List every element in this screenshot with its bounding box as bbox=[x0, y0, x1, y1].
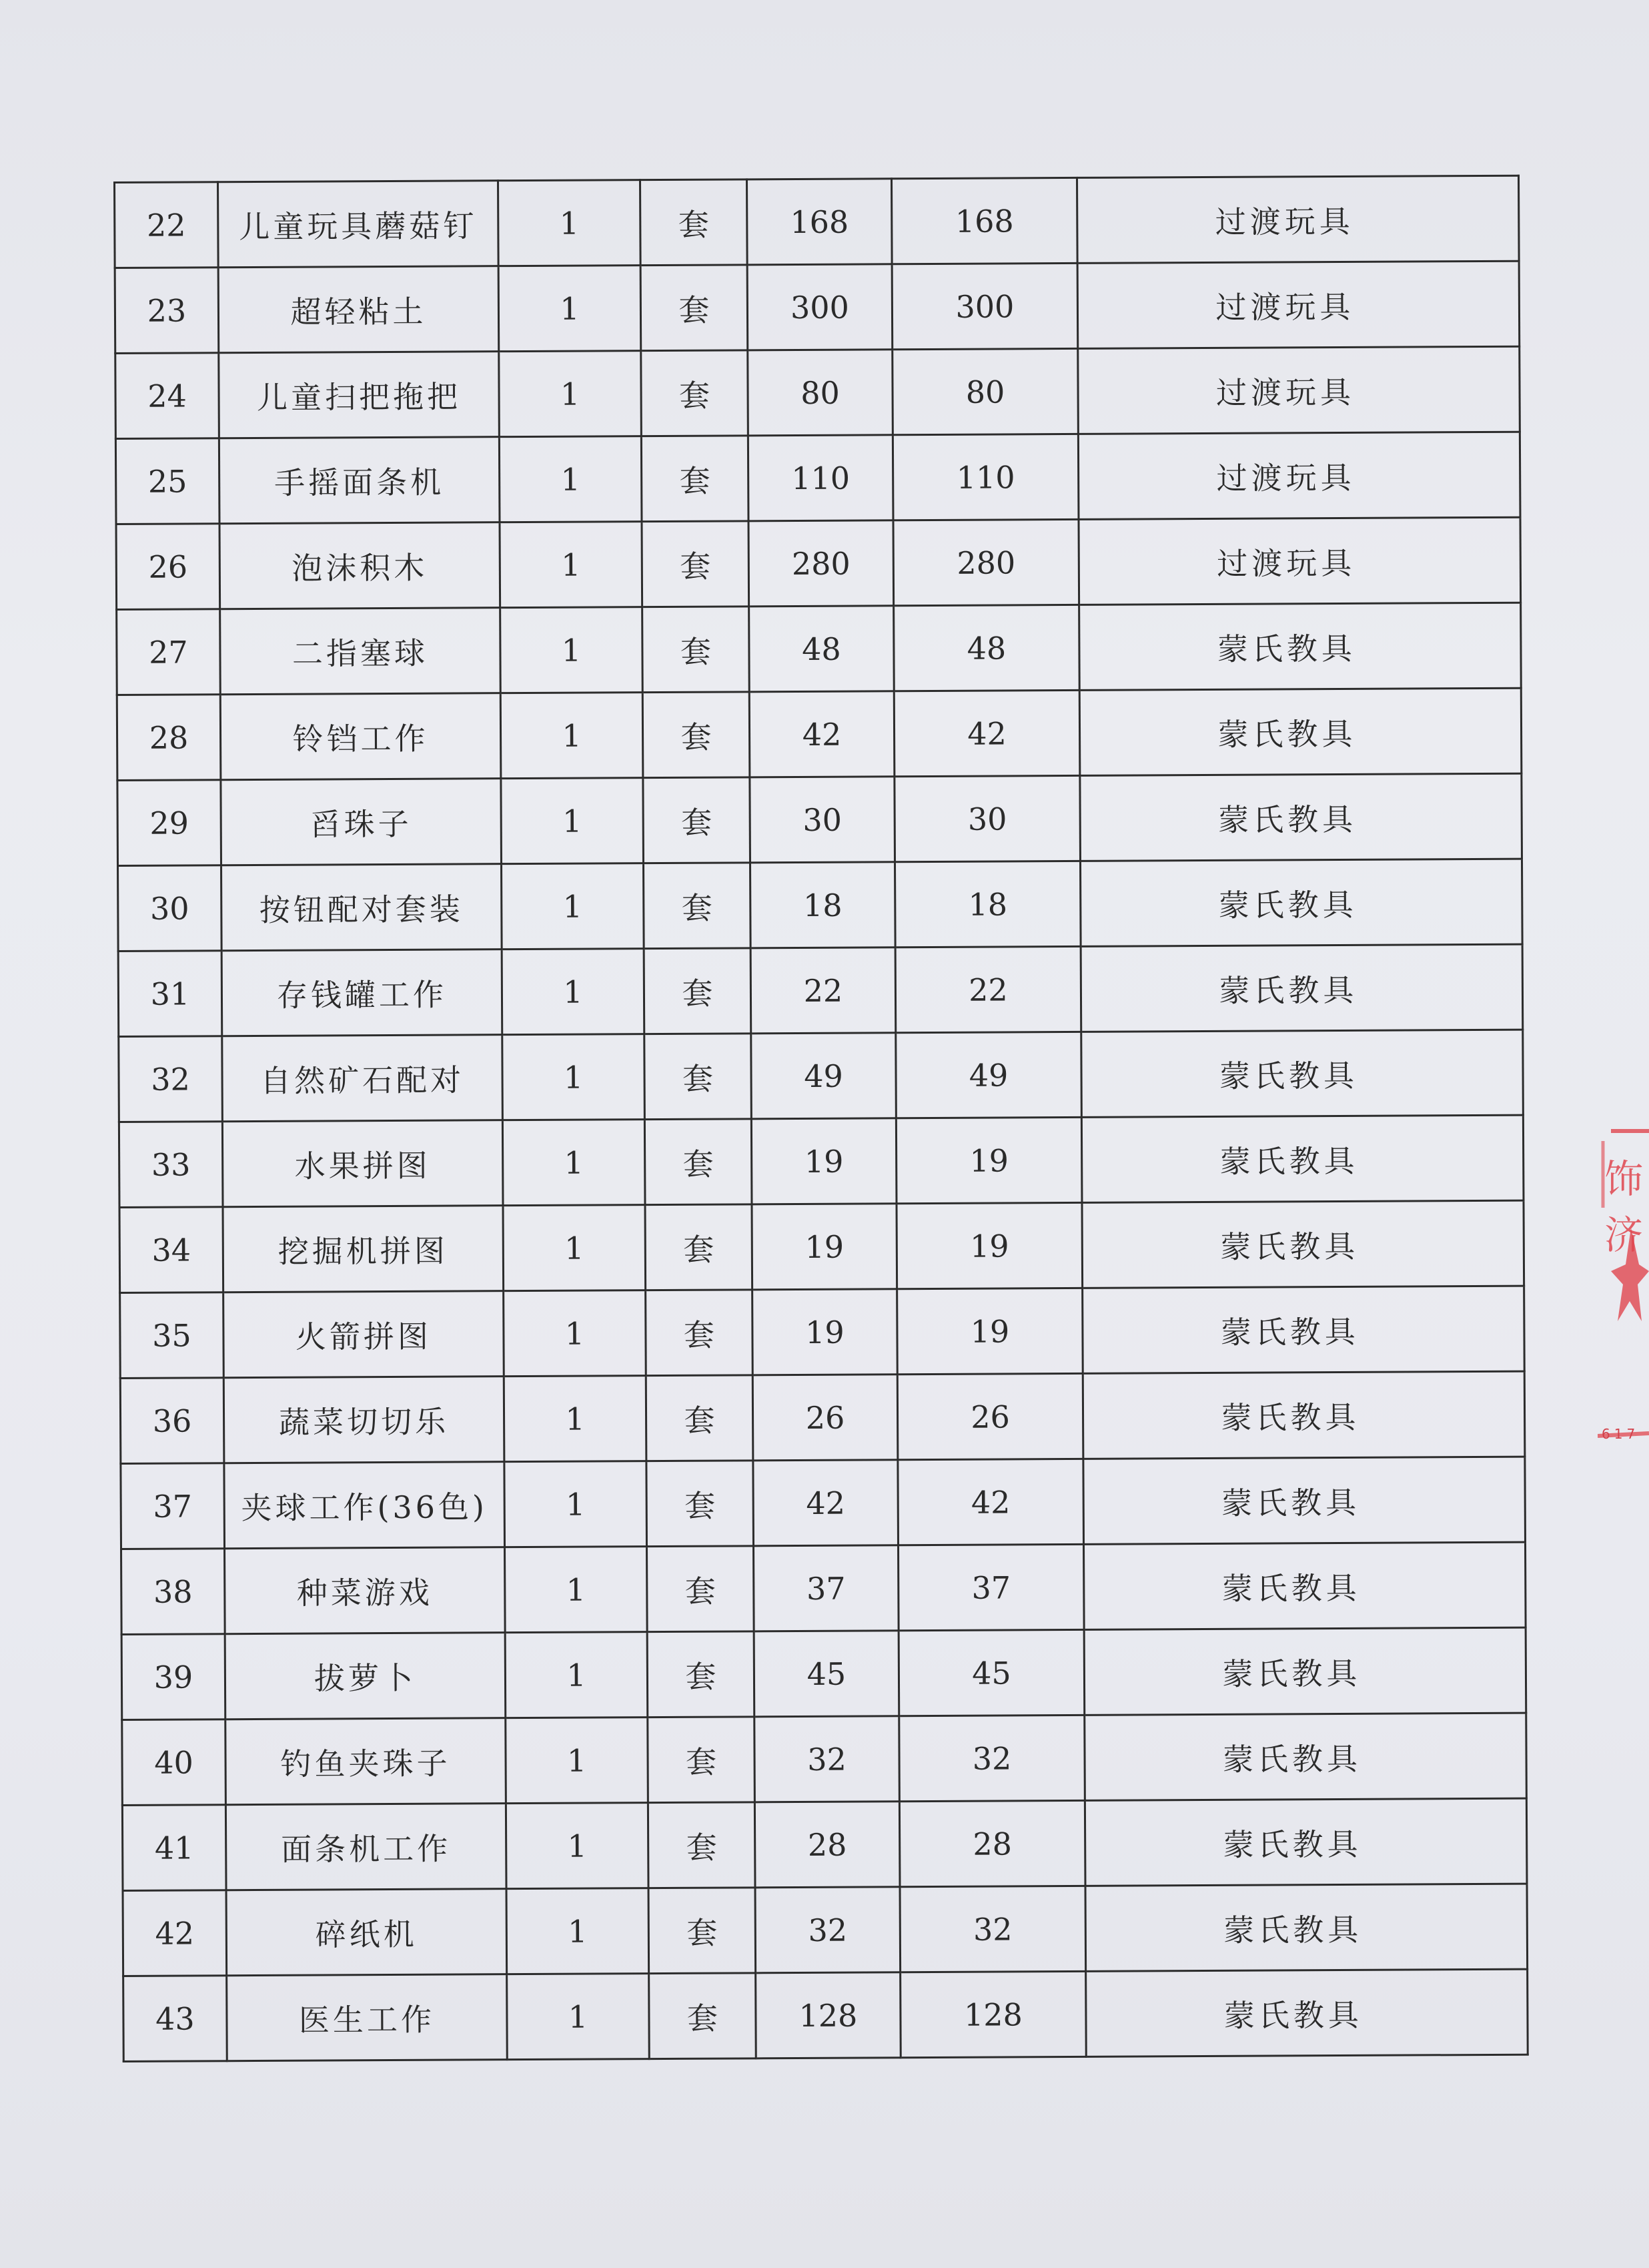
unit-price-cell: 22 bbox=[750, 948, 896, 1034]
unit-price-cell: 37 bbox=[754, 1545, 899, 1631]
category-cell: 蒙氏教具 bbox=[1083, 1371, 1525, 1459]
item-name-cell: 夹球工作(36色) bbox=[224, 1462, 505, 1549]
total-price-cell: 300 bbox=[892, 263, 1078, 349]
table-row bbox=[121, 1457, 1526, 1549]
unit-price-cell: 168 bbox=[746, 179, 892, 265]
unit-cell: 套 bbox=[642, 692, 750, 778]
category-cell: 蒙氏教具 bbox=[1080, 859, 1522, 946]
unit-price-cell: 32 bbox=[754, 1716, 900, 1802]
table-row bbox=[116, 517, 1521, 609]
category-cell: 过渡玩具 bbox=[1078, 432, 1520, 519]
row-number-cell: 40 bbox=[122, 1720, 226, 1806]
total-price-cell: 37 bbox=[899, 1544, 1085, 1630]
unit-cell: 套 bbox=[644, 948, 751, 1034]
table-row bbox=[123, 1969, 1528, 2061]
quantity-cell: 1 bbox=[499, 351, 642, 437]
category-cell: 蒙氏教具 bbox=[1081, 944, 1523, 1032]
category-cell: 蒙氏教具 bbox=[1086, 1969, 1528, 2056]
category-cell: 蒙氏教具 bbox=[1083, 1457, 1526, 1544]
quantity-cell: 1 bbox=[502, 949, 644, 1035]
table-row bbox=[121, 1542, 1526, 1634]
row-number-cell: 42 bbox=[123, 1890, 227, 1976]
unit-price-cell: 128 bbox=[756, 1972, 901, 2058]
unit-price-cell: 48 bbox=[749, 606, 895, 692]
row-number-cell: 34 bbox=[119, 1207, 223, 1293]
item-name-cell: 二指塞球 bbox=[220, 608, 501, 695]
quantity-cell: 1 bbox=[506, 1888, 649, 1974]
category-cell: 蒙氏教具 bbox=[1083, 1286, 1525, 1373]
category-cell: 蒙氏教具 bbox=[1084, 1627, 1526, 1715]
table-row bbox=[122, 1798, 1527, 1890]
table-row bbox=[115, 346, 1520, 438]
total-price-cell: 49 bbox=[896, 1032, 1082, 1118]
quantity-cell: 1 bbox=[500, 522, 642, 608]
total-price-cell: 30 bbox=[895, 775, 1081, 861]
table-row bbox=[121, 1627, 1526, 1720]
row-number-cell: 23 bbox=[115, 268, 219, 354]
table-row bbox=[119, 1030, 1524, 1122]
quantity-cell: 1 bbox=[507, 1974, 650, 2060]
row-number-cell: 30 bbox=[118, 865, 222, 952]
total-price-cell: 32 bbox=[899, 1715, 1085, 1801]
row-number-cell: 37 bbox=[121, 1463, 225, 1549]
item-name-cell: 儿童扫把拖把 bbox=[219, 352, 500, 438]
category-cell: 过渡玩具 bbox=[1078, 346, 1520, 434]
unit-price-cell: 26 bbox=[752, 1375, 898, 1461]
total-price-cell: 18 bbox=[895, 861, 1081, 947]
table-row bbox=[115, 432, 1520, 524]
table-row bbox=[118, 944, 1523, 1036]
total-price-cell: 128 bbox=[901, 1971, 1087, 2057]
row-number-cell: 26 bbox=[116, 524, 220, 610]
quantity-cell: 1 bbox=[502, 1034, 645, 1120]
item-name-cell: 超轻粘土 bbox=[218, 266, 499, 353]
unit-cell: 套 bbox=[648, 1717, 755, 1803]
unit-cell: 套 bbox=[647, 1631, 754, 1718]
category-cell: 蒙氏教具 bbox=[1083, 1542, 1526, 1629]
quantity-cell: 1 bbox=[500, 607, 643, 693]
red-seal-fragment bbox=[1598, 1128, 1649, 1461]
quantity-cell: 1 bbox=[504, 1290, 646, 1377]
table-row bbox=[123, 1884, 1528, 1976]
item-name-cell: 面条机工作 bbox=[225, 1804, 506, 1890]
unit-cell: 套 bbox=[645, 1204, 752, 1290]
seal-text: 饰济 bbox=[1604, 1156, 1641, 1258]
table-row bbox=[119, 1200, 1524, 1292]
item-name-cell: 医生工作 bbox=[227, 1974, 508, 2061]
row-number-cell: 32 bbox=[119, 1036, 223, 1122]
item-name-cell: 碎纸机 bbox=[226, 1889, 507, 1976]
unit-cell: 套 bbox=[646, 1461, 754, 1547]
total-price-cell: 19 bbox=[896, 1117, 1082, 1203]
unit-price-cell: 19 bbox=[751, 1118, 897, 1204]
unit-price-cell: 42 bbox=[749, 691, 895, 777]
unit-price-cell: 280 bbox=[748, 520, 894, 607]
total-price-cell: 168 bbox=[891, 177, 1077, 264]
row-number-cell: 27 bbox=[117, 609, 221, 695]
unit-price-cell: 49 bbox=[751, 1033, 897, 1119]
category-cell: 蒙氏教具 bbox=[1080, 773, 1522, 861]
row-number-cell: 31 bbox=[118, 951, 222, 1037]
row-number-cell: 29 bbox=[117, 780, 221, 866]
unit-cell: 套 bbox=[644, 1119, 752, 1205]
unit-price-cell: 42 bbox=[753, 1460, 899, 1546]
total-price-cell: 80 bbox=[893, 348, 1079, 434]
quantity-cell: 1 bbox=[499, 436, 642, 522]
category-cell: 蒙氏教具 bbox=[1081, 1030, 1524, 1117]
quantity-cell: 1 bbox=[505, 1547, 648, 1633]
total-price-cell: 26 bbox=[897, 1373, 1083, 1459]
table-row bbox=[117, 603, 1522, 695]
category-cell: 过渡玩具 bbox=[1079, 517, 1521, 605]
category-cell: 蒙氏教具 bbox=[1085, 1713, 1527, 1800]
total-price-cell: 110 bbox=[893, 434, 1079, 520]
total-price-cell: 22 bbox=[895, 946, 1081, 1032]
category-cell: 蒙氏教具 bbox=[1079, 603, 1522, 690]
table-row bbox=[120, 1286, 1525, 1378]
unit-cell: 套 bbox=[644, 863, 751, 949]
unit-price-cell: 30 bbox=[750, 777, 895, 863]
seal-number: 617 bbox=[1602, 1426, 1640, 1442]
category-cell: 蒙氏教具 bbox=[1082, 1200, 1524, 1288]
unit-price-cell: 110 bbox=[748, 435, 893, 521]
row-number-cell: 41 bbox=[122, 1805, 226, 1891]
category-cell: 蒙氏教具 bbox=[1081, 1115, 1524, 1202]
total-price-cell: 42 bbox=[898, 1459, 1084, 1545]
total-price-cell: 48 bbox=[894, 605, 1080, 691]
unit-price-cell: 28 bbox=[754, 1802, 900, 1888]
row-number-cell: 38 bbox=[121, 1549, 225, 1635]
total-price-cell: 28 bbox=[899, 1800, 1085, 1886]
unit-price-cell: 32 bbox=[755, 1887, 901, 1973]
unit-price-cell: 80 bbox=[748, 350, 893, 436]
row-number-cell: 36 bbox=[120, 1378, 224, 1464]
total-price-cell: 280 bbox=[893, 519, 1079, 605]
item-name-cell: 自然矿石配对 bbox=[222, 1035, 503, 1122]
unit-cell: 套 bbox=[649, 1973, 756, 2059]
item-table bbox=[113, 175, 1529, 2062]
quantity-cell: 1 bbox=[506, 1803, 648, 1889]
item-name-cell: 钓鱼夹珠子 bbox=[225, 1718, 506, 1805]
row-number-cell: 22 bbox=[115, 182, 219, 268]
quantity-cell: 1 bbox=[498, 266, 641, 352]
item-name-cell: 泡沫积木 bbox=[219, 522, 500, 609]
unit-cell: 套 bbox=[644, 1034, 752, 1120]
unit-cell: 套 bbox=[646, 1290, 753, 1376]
item-name-cell: 儿童玩具蘑菇钉 bbox=[218, 181, 499, 268]
total-price-cell: 19 bbox=[897, 1288, 1083, 1374]
quantity-cell: 1 bbox=[505, 1632, 648, 1718]
unit-cell: 套 bbox=[642, 607, 750, 693]
item-name-cell: 存钱罐工作 bbox=[221, 950, 502, 1036]
table-row bbox=[115, 175, 1520, 268]
category-cell: 蒙氏教具 bbox=[1085, 1798, 1527, 1886]
row-number-cell: 39 bbox=[121, 1634, 225, 1720]
unit-cell: 套 bbox=[640, 179, 747, 266]
item-name-cell: 铃铛工作 bbox=[220, 693, 501, 780]
item-name-cell: 种菜游戏 bbox=[225, 1547, 506, 1634]
category-cell: 蒙氏教具 bbox=[1079, 688, 1522, 775]
unit-price-cell: 300 bbox=[747, 264, 893, 350]
quantity-cell: 1 bbox=[502, 1120, 645, 1206]
item-name-cell: 水果拼图 bbox=[222, 1120, 503, 1207]
table-row bbox=[117, 688, 1522, 780]
row-number-cell: 35 bbox=[120, 1292, 224, 1379]
total-price-cell: 42 bbox=[894, 690, 1080, 776]
quantity-cell: 1 bbox=[502, 863, 644, 950]
unit-cell: 套 bbox=[648, 1802, 755, 1888]
item-name-cell: 拔萝卜 bbox=[225, 1633, 506, 1720]
unit-cell: 套 bbox=[641, 350, 748, 436]
quantity-cell: 1 bbox=[503, 1205, 646, 1291]
row-number-cell: 28 bbox=[117, 695, 221, 781]
category-cell: 蒙氏教具 bbox=[1085, 1884, 1528, 1971]
table-row bbox=[118, 859, 1523, 951]
quantity-cell: 1 bbox=[501, 778, 644, 864]
row-number-cell: 43 bbox=[123, 1976, 227, 2062]
item-table-wrapper bbox=[113, 175, 1527, 2062]
table-row bbox=[122, 1713, 1527, 1805]
table-row bbox=[117, 773, 1522, 865]
table-row bbox=[119, 1115, 1524, 1207]
category-cell: 过渡玩具 bbox=[1077, 175, 1519, 263]
table-row bbox=[115, 261, 1520, 353]
unit-price-cell: 19 bbox=[752, 1289, 898, 1375]
unit-cell: 套 bbox=[640, 265, 748, 351]
unit-cell: 套 bbox=[641, 436, 748, 522]
unit-cell: 套 bbox=[648, 1888, 756, 1974]
total-price-cell: 32 bbox=[900, 1886, 1086, 1972]
unit-cell: 套 bbox=[643, 777, 750, 863]
quantity-cell: 1 bbox=[498, 180, 641, 266]
row-number-cell: 24 bbox=[115, 353, 219, 439]
quantity-cell: 1 bbox=[500, 693, 643, 779]
item-table-body bbox=[115, 175, 1528, 2061]
total-price-cell: 45 bbox=[899, 1629, 1085, 1716]
item-name-cell: 舀珠子 bbox=[221, 779, 502, 865]
unit-cell: 套 bbox=[646, 1375, 753, 1461]
category-cell: 过渡玩具 bbox=[1077, 261, 1520, 348]
row-number-cell: 33 bbox=[119, 1122, 223, 1208]
quantity-cell: 1 bbox=[506, 1718, 648, 1804]
quantity-cell: 1 bbox=[504, 1376, 646, 1462]
unit-price-cell: 45 bbox=[754, 1631, 899, 1717]
unit-cell: 套 bbox=[647, 1546, 754, 1632]
row-number-cell: 25 bbox=[115, 438, 219, 524]
quantity-cell: 1 bbox=[504, 1461, 647, 1547]
total-price-cell: 19 bbox=[897, 1202, 1083, 1288]
unit-price-cell: 19 bbox=[752, 1204, 897, 1290]
item-name-cell: 蔬菜切切乐 bbox=[223, 1377, 504, 1463]
item-name-cell: 挖掘机拼图 bbox=[223, 1206, 504, 1292]
unit-cell: 套 bbox=[642, 521, 749, 607]
item-name-cell: 火箭拼图 bbox=[223, 1291, 504, 1378]
table-row bbox=[120, 1371, 1525, 1463]
item-name-cell: 手摇面条机 bbox=[219, 437, 500, 524]
unit-price-cell: 18 bbox=[750, 862, 896, 948]
item-name-cell: 按钮配对套装 bbox=[221, 864, 502, 951]
